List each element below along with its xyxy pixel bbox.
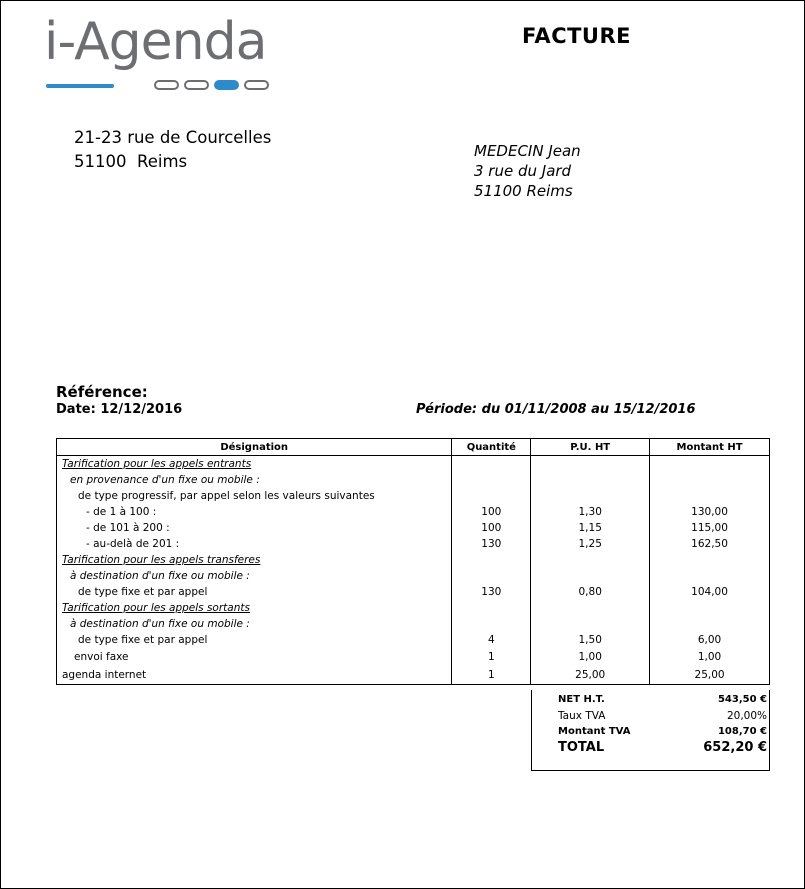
qty-cell — [452, 472, 531, 488]
recipient-city: 51100 Reims — [474, 182, 573, 200]
reference-label: Référence: — [56, 383, 148, 401]
montant-cell — [650, 600, 770, 616]
invoice-title: FACTURE — [522, 24, 631, 48]
designation-cell: - de 101 à 200 : — [57, 520, 452, 536]
total-label: TOTAL — [558, 740, 605, 755]
invoice-period: Période: du 01/11/2008 au 15/12/2016 — [416, 402, 696, 417]
montant-cell — [650, 488, 770, 504]
designation-cell: - au-delà de 201 : — [57, 536, 452, 552]
header-quantite: Quantité — [452, 439, 531, 456]
montant-cell: 162,50 — [650, 536, 770, 552]
table-row — [57, 666, 770, 685]
montant-cell: 115,00 — [650, 520, 770, 536]
pu-cell: 1,30 — [531, 504, 650, 520]
pu-cell — [531, 488, 650, 504]
designation-cell: en provenance d'un fixe ou mobile : — [57, 472, 452, 488]
qty-cell — [452, 568, 531, 584]
montant-cell: 104,00 — [650, 584, 770, 600]
designation-cell: à destination d'un fixe ou mobile : — [57, 568, 452, 584]
recipient-name: MEDECIN Jean — [474, 142, 581, 160]
pu-cell: 25,00 — [531, 666, 650, 685]
logo-pill-active — [214, 80, 239, 90]
qty-cell: 1 — [452, 648, 531, 666]
designation-cell: Tarification pour les appels transferes — [57, 552, 452, 568]
header-designation: Désignation — [57, 439, 452, 456]
net-ht-value: 543,50 € — [717, 694, 767, 705]
net-ht-label: NET H.T. — [558, 694, 605, 705]
table-row — [57, 520, 770, 536]
pu-cell — [531, 568, 650, 584]
totals-box — [531, 690, 770, 771]
qty-cell: 130 — [452, 536, 531, 552]
montant-cell: 130,00 — [650, 504, 770, 520]
recipient-street: 3 rue du Jard — [474, 162, 572, 180]
designation-cell: envoi faxe — [57, 648, 452, 666]
montant-cell — [650, 456, 770, 473]
table-row — [57, 488, 770, 504]
qty-cell — [452, 616, 531, 632]
montant-cell — [650, 616, 770, 632]
table-row — [57, 536, 770, 552]
designation-cell: - de 1 à 100 : — [57, 504, 452, 520]
sender-line1: 21-23 rue de Courcelles — [74, 128, 272, 147]
pu-cell — [531, 600, 650, 616]
montant-cell — [650, 472, 770, 488]
montant-tva-label: Montant TVA — [558, 726, 631, 737]
taux-tva-label: Taux TVA — [558, 710, 606, 722]
header-montant-ht: Montant HT — [650, 439, 770, 456]
qty-cell — [452, 456, 531, 473]
logo-text: i-Agenda — [44, 12, 267, 72]
table-row — [57, 648, 770, 666]
qty-cell — [452, 552, 531, 568]
table-row — [57, 600, 770, 616]
designation-cell: Tarification pour les appels entrants — [57, 456, 452, 473]
total-value: 652,20 € — [703, 740, 767, 755]
montant-cell: 25,00 — [650, 666, 770, 685]
table-header-row — [57, 439, 770, 456]
qty-cell: 4 — [452, 632, 531, 648]
pu-cell — [531, 616, 650, 632]
i-agenda-logo — [44, 12, 284, 98]
table-row — [57, 568, 770, 584]
qty-cell: 100 — [452, 520, 531, 536]
qty-cell — [452, 600, 531, 616]
designation-cell: de type fixe et par appel — [57, 632, 452, 648]
header-pu-ht: P.U. HT — [531, 439, 650, 456]
total-row — [558, 740, 767, 755]
qty-cell — [452, 488, 531, 504]
montant-cell: 1,00 — [650, 648, 770, 666]
pu-cell: 1,15 — [531, 520, 650, 536]
table-row — [57, 504, 770, 520]
sender-address — [74, 126, 271, 174]
designation-cell: à destination d'un fixe ou mobile : — [57, 616, 452, 632]
pu-cell — [531, 472, 650, 488]
designation-cell: agenda internet — [57, 666, 452, 685]
pu-cell — [531, 552, 650, 568]
pu-cell — [531, 456, 650, 473]
logo-underline — [46, 84, 114, 88]
invoice-date: Date: 12/12/2016 — [56, 402, 183, 417]
table-row — [57, 632, 770, 648]
qty-cell: 100 — [452, 504, 531, 520]
montant-cell — [650, 568, 770, 584]
pu-cell: 0,80 — [531, 584, 650, 600]
montant-tva-row — [558, 726, 767, 737]
montant-cell: 6,00 — [650, 632, 770, 648]
montant-tva-value: 108,70 € — [717, 726, 767, 737]
designation-cell: de type progressif, par appel selon les valeurs suivantes — [57, 488, 452, 504]
pu-cell: 1,50 — [531, 632, 650, 648]
table-row — [57, 616, 770, 632]
qty-cell: 130 — [452, 584, 531, 600]
table-row — [57, 472, 770, 488]
recipient-address — [474, 141, 581, 201]
invoice-table — [56, 438, 770, 685]
pu-cell: 1,25 — [531, 536, 650, 552]
logo-pill — [184, 80, 209, 90]
logo-pill — [154, 80, 179, 90]
table-row — [57, 552, 770, 568]
logo-pills — [154, 80, 269, 90]
table-row — [57, 584, 770, 600]
taux-tva-value: 20,00% — [726, 710, 767, 722]
designation-cell: de type fixe et par appel — [57, 584, 452, 600]
designation-cell: Tarification pour les appels sortants — [57, 600, 452, 616]
table-row — [57, 456, 770, 473]
logo-pill — [244, 80, 269, 90]
montant-cell — [650, 552, 770, 568]
qty-cell: 1 — [452, 666, 531, 685]
sender-line2: 51100 Reims — [74, 152, 188, 171]
pu-cell: 1,00 — [531, 648, 650, 666]
net-ht-row — [558, 694, 767, 705]
taux-tva-row — [558, 710, 767, 722]
